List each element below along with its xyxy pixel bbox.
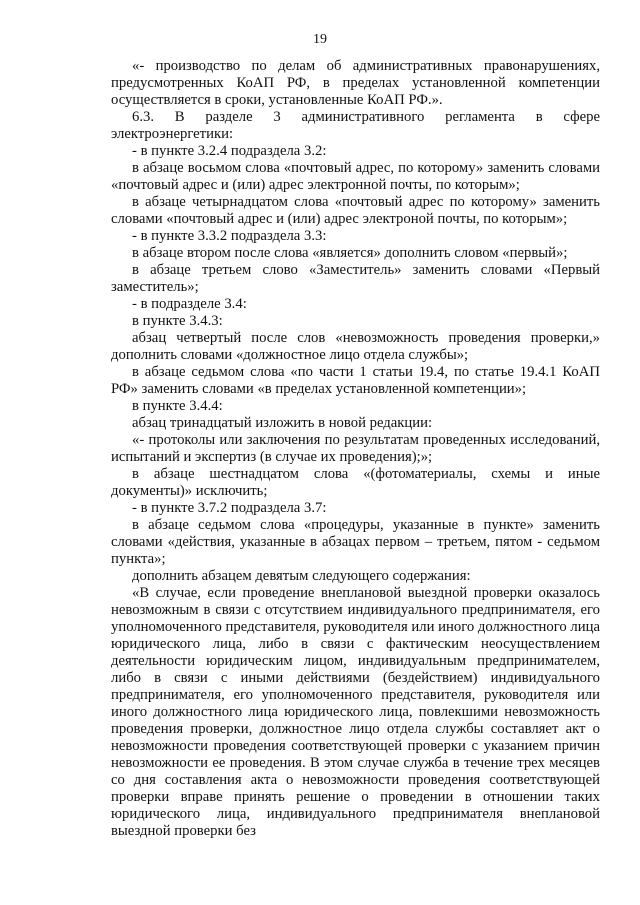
paragraph-subsection-3-4: - в подразделе 3.4: <box>132 296 247 312</box>
paragraph-section-6-3: 6.3. В разделе 3 административного регламента в сфере электроэнергетики: <box>111 109 600 142</box>
paragraph-item-3-3-2: - в пункте 3.3.2 подраздела 3.3: <box>132 228 327 244</box>
paragraph-item-3-4-4: в пункте 3.4.4: <box>132 398 223 414</box>
paragraph-3-4-4-new-text: «- протоколы или заключения по результатам проведенных исследований, испытаний и экспертиз (в случае их проведения);»; <box>111 432 600 465</box>
paragraph-3-2-4-fourteenth: в абзаце четырнадцатом слова «почтовый адрес по которому» заменить словами «почтовый адрес и (или) адрес электроной почты, по которым»; <box>111 194 600 227</box>
paragraph-item-3-7-2: - в пункте 3.7.2 подраздела 3.7: <box>132 500 327 516</box>
paragraph-3-4-4-sixteenth: в абзаце шестнадцатом слова «(фотоматериалы, схемы и иные документы)» исключить; <box>111 466 600 499</box>
paragraph-3-3-2-third: в абзаце третьем слово «Заместитель» заменить словами «Первый заместитель»; <box>111 262 600 295</box>
paragraph-item-3-4-3: в пункте 3.4.3: <box>132 313 223 329</box>
paragraph-item-3-2-4: - в пункте 3.2.4 подраздела 3.2: <box>132 143 327 159</box>
paragraph-3-2-4-eighth: в абзаце восьмом слова «почтовый адрес, по которому» заменить словами «почтовый адрес и (или) адрес электронной почты, по которым»; <box>111 160 600 193</box>
document-body <box>111 58 600 840</box>
paragraph-3-3-2-second: в абзаце втором после слова «является» дополнить словом «первый»; <box>132 245 568 261</box>
paragraph-3-4-4-thirteenth: абзац тринадцатый изложить в новой редакции: <box>132 415 433 431</box>
paragraph-3-7-2-ninth-text: «В случае, если проведение внеплановой выездной проверки оказалось невозможным в связи с отсутствием индивидуального предпринимателя, его уполномоченного представителя, руководителя или иного должностного лица юридического лица, либо в связи с фактическим неосуществлением деятельности юридическим лицом, индивидуальным предпринимателем, либо в связи с иными действиями (бездействием) индивидуального предпринимателя, его уполномоченного представителя, руководителя или иного должностного лица юридического лица, повлекшими невозможность проведения проверки, должностное лицо отдела службы составляет акт о невозможности проведения соответствующей проверки с указанием причин невозможности ее проведения. В этом случае служба в течение трех месяцев со дня составления акта о невозможности проведения соответствующей проверки вправе принять решение о проведении в отношении таких юридического лица, индивидуального предпринимателя внеплановой выездной проверки без <box>111 585 600 839</box>
page-number: 19 <box>313 32 327 47</box>
paragraph-3-7-2-seventh: в абзаце седьмом слова «процедуры, указанные в пункте» заменить словами «действия, указанные в абзацах первом – третьем, пятом - седьмом пункта»; <box>111 517 600 567</box>
paragraph-quote-koap: «- производство по делам об административных правонарушениях, предусмотренных КоАП РФ, в пределах установленной компетенции осуществляется в сроки, установленные КоАП РФ.». <box>111 58 600 108</box>
paragraph-3-4-3-seventh: в абзаце седьмом слова «по части 1 статьи 19.4, по статье 19.4.1 КоАП РФ» заменить словами «в пределах установленной компетенции»; <box>111 364 600 397</box>
paragraph-3-4-3-fourth: абзац четвертый после слов «невозможность проведения проверки,» дополнить словами «должностное лицо отдела службы»; <box>111 330 600 363</box>
paragraph-3-7-2-add-ninth: дополнить абзацем девятым следующего содержания: <box>132 568 471 584</box>
